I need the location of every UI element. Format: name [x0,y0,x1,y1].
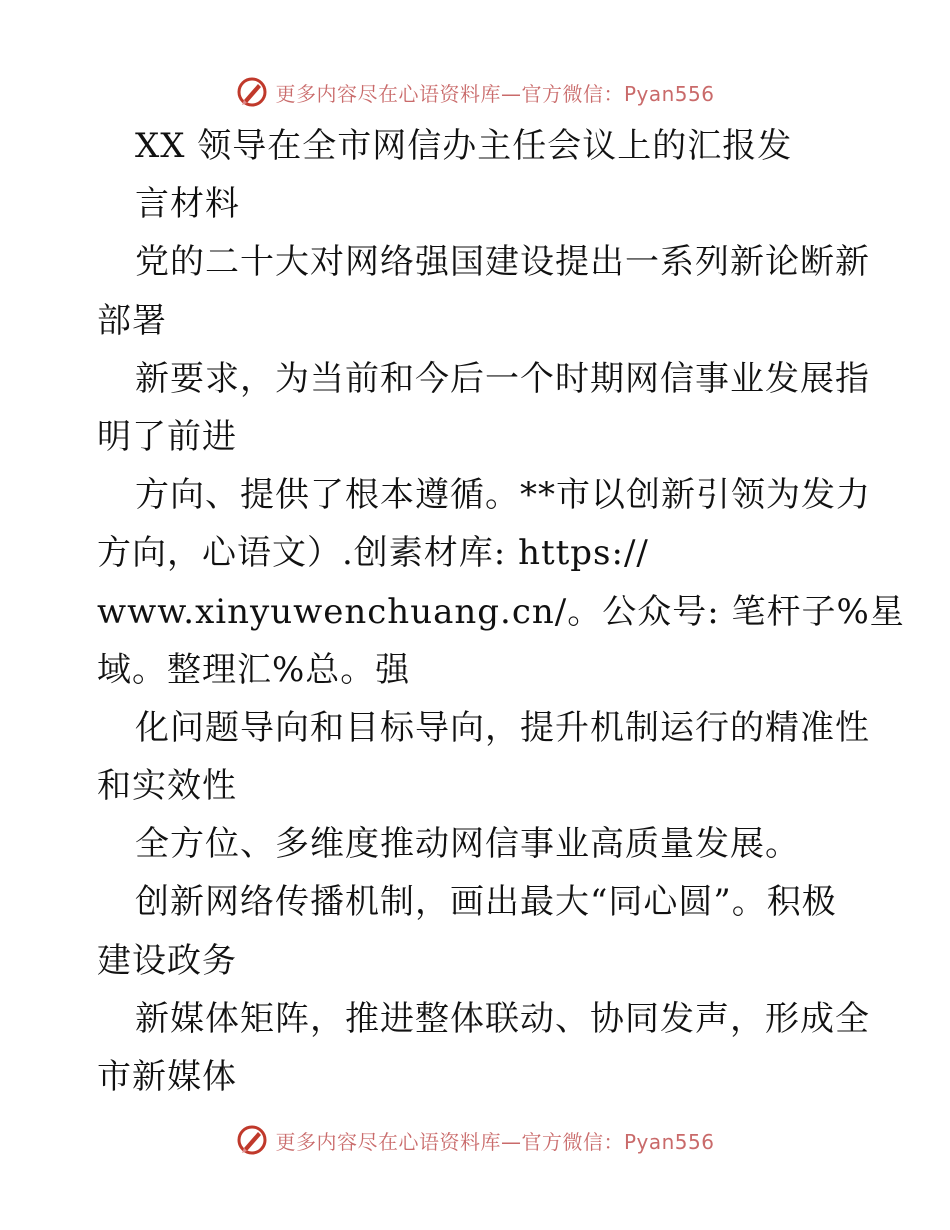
footer-watermark-banner [0,1120,950,1160]
text-line: www.xinyuwenchuang.cn/。公众号: 笔杆子%星 [97,591,905,632]
document-body [97,117,905,1106]
text-line: 市新媒体 [97,1057,237,1097]
text-line: 新要求，为当前和今后一个时期网信事业发展指 [135,358,870,399]
text-line: 方向、提供了根本遵循。**市以创新引领为发力 [135,475,871,516]
text-line: 方向，心语文）.创素材库: https:// [97,533,649,574]
text-line: XX 领导在全市网信办主任会议上的汇报发 [135,126,793,166]
header-watermark-banner [0,72,950,112]
text-line: 域。整理汇%总。强 [97,649,411,690]
text-line: 创新网络传播机制，画出最大“同心圆”。积极 [135,882,837,923]
footer-watermark-text: 更多内容尽在心语资料库—官方微信：Pyan556 [275,1129,715,1154]
pen-circle-logo-icon [235,75,269,109]
text-line: 新媒体矩阵，推进整体联动、协同发声，形成全 [135,998,870,1039]
text-line: 党的二十大对网络强国建设提出一系列新论断新 [135,242,870,283]
pen-circle-logo-icon [235,1123,269,1157]
text-line: 建设政务 [97,940,237,981]
text-line: 明了前进 [97,416,237,457]
text-line: 部署 [97,300,167,341]
text-line: 全方位、多维度推动网信事业高质量发展。 [135,824,800,865]
text-line: 和实效性 [97,766,237,807]
text-line: 化问题导向和目标导向，提升机制运行的精准性 [135,707,870,748]
text-line: 言材料 [135,184,240,225]
header-watermark-text: 更多内容尽在心语资料库—官方微信：Pyan556 [275,81,715,106]
